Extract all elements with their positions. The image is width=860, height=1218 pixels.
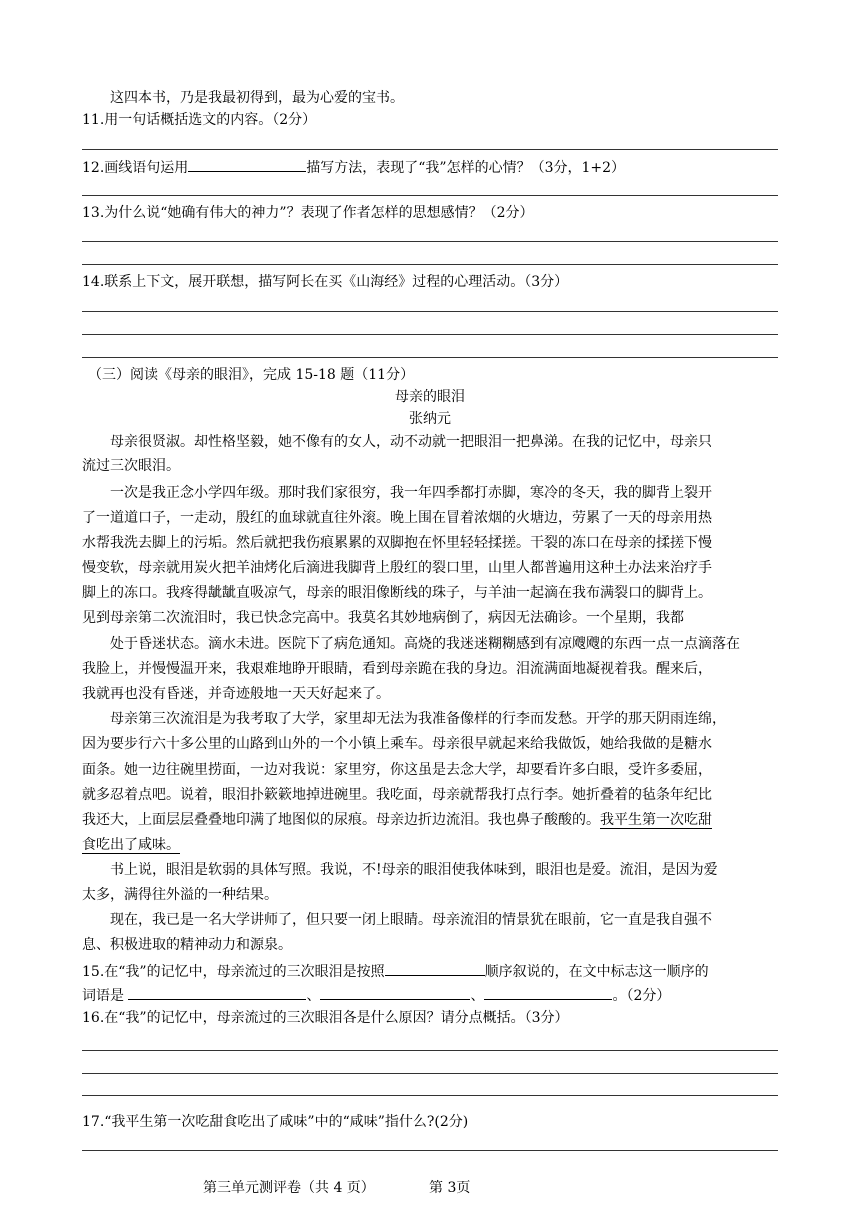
question-15 — [82, 960, 709, 982]
answer-line — [82, 264, 778, 265]
paragraph-line: 息、积极进取的精神动力和源泉。 — [82, 937, 292, 953]
question-17: 17.“我平生第一次吃甜食吃出了咸味”中的“咸味”指什么?(2分) — [82, 1114, 469, 1130]
question-15-words-label: 词语是 — [82, 988, 124, 1004]
paragraph-line: 面条。她一边往碗里捞面，一边对我说：家里穷，你这虽是去念大学，却要看许多白眼，受许多委屈， — [82, 762, 712, 778]
underlined-sentence: 食吃出了咸味。 — [82, 837, 180, 853]
answer-line — [82, 1150, 778, 1151]
question-15-line-2 — [82, 984, 670, 1006]
answer-line — [82, 311, 778, 312]
paragraph-line: 一次是我正念小学四年级。那时我们家很穷，我一年四季都打赤脚，寒冷的冬天，我的脚背上裂开 — [110, 485, 712, 501]
underlined-sentence: 我平生第一次吃甜 — [600, 812, 712, 828]
answer-line — [82, 1050, 778, 1051]
answer-line — [82, 334, 778, 335]
paragraph-line: 就多忍着点吧。说着，眼泪扑簌簌地掉进碗里。我吃面，母亲就帮我打点行李。她折叠着的毡条年纪比 — [82, 787, 712, 803]
paragraph-text: 我还大，上面层层叠叠地印满了地图似的尿痕。母亲边折边流泪。我也鼻子酸酸的。 — [82, 812, 600, 828]
paragraph-line: 母亲第三次流泪是为我考取了大学，家里却无法为我准备像样的行李而发愁。开学的那天阴雨连绵， — [110, 711, 726, 727]
question-15-end: 。（2分） — [612, 988, 671, 1004]
fill-blank — [484, 984, 612, 1000]
paragraph-line: 处于昏迷状态。滴水未进。医院下了病危通知。高烧的我迷迷糊糊感到有凉飕飕的东西一点一点滴落在 — [110, 636, 740, 652]
paragraph-line — [82, 810, 712, 830]
article-author: 张纳元 — [409, 411, 451, 427]
question-15-middle: 顺序叙说的，在文中标志这一顺序的 — [484, 964, 709, 980]
answer-line — [82, 1073, 778, 1074]
paragraph-line — [82, 835, 180, 855]
answer-line — [82, 149, 778, 150]
answer-line — [82, 1095, 778, 1096]
separator: 、 — [306, 988, 321, 1004]
question-13: 13.为什么说“她确有伟大的神力”？表现了作者怎样的思想感情？（2分） — [82, 205, 534, 221]
fill-blank — [188, 156, 306, 172]
paragraph-line: 太多，满得往外溢的一种结果。 — [82, 887, 278, 903]
question-12-suffix: 描写方法，表现了“我”怎样的心情？（3分，1+2） — [306, 160, 626, 176]
paragraph-line: 因为要步行六十多公里的山路到山外的一个小镇上乘车。母亲很早就起来给我做饭，她给我做的是糖水 — [82, 736, 712, 752]
paragraph-line: 母亲很贤淑。却性格坚毅，她不像有的女人，动不动就一把眼泪一把鼻涕。在我的记忆中，母亲只 — [110, 434, 712, 450]
fill-blank — [320, 984, 470, 1000]
answer-line — [82, 195, 778, 196]
fill-blank — [128, 984, 306, 1000]
paragraph-line: 书上说，眼泪是软弱的具体写照。我说，不!母亲的眼泪使我体味到，眼泪也是爱。流泪，是因为爱 — [110, 862, 718, 878]
separator: 、 — [470, 988, 485, 1004]
footer-left: 第三单元测评卷（共 4 页） — [203, 1180, 375, 1196]
section-3-heading: （三）阅读《母亲的眼泪》，完成 15-18 题（11分） — [88, 367, 415, 383]
question-16: 16.在“我”的记忆中，母亲流过的三次眼泪各是什么原因？请分点概括。（3分） — [82, 1010, 569, 1026]
paragraph-line: 见到母亲第二次流泪时，我已快念完高中。我莫名其妙地病倒了，病因无法确诊。一个星期，我都 — [82, 610, 684, 626]
paragraph-line: 流过三次眼泪。 — [82, 458, 180, 474]
paragraph-line: 了一道道口子，一走动，殷红的血球就直往外滚。晚上围在冒着浓烟的火塘边，劳累了一天的母亲用热 — [82, 510, 712, 526]
paragraph-line: 水帮我洗去脚上的污垢。然后就把我伤痕累累的双脚抱在怀里轻轻揉搓。干裂的冻口在母亲的揉搓下慢 — [82, 535, 712, 551]
question-12-prefix: 12.画线语句运用 — [82, 160, 189, 176]
answer-line — [82, 241, 778, 242]
paragraph-line: 现在，我已是一名大学讲师了，但只要一闭上眼睛。母亲流泪的情景犹在眼前，它一直是我自强不 — [110, 912, 712, 928]
answer-line — [82, 357, 778, 358]
fill-blank — [385, 960, 485, 976]
paragraph-line: 慢变软，母亲就用炭火把羊油烤化后滴进我脚背上殷红的裂口里，山里人都普遍用这种土办法来治疗手 — [82, 560, 712, 576]
paragraph-line: 我就再也没有昏迷，并奇迹般地一天天好起来了。 — [82, 686, 390, 702]
question-11: 11.用一句话概括选文的内容。（2分） — [82, 112, 317, 128]
intro-line: 这四本书，乃是我最初得到，最为心爱的宝书。 — [110, 90, 404, 106]
footer-page-number: 第 3页 — [429, 1180, 471, 1196]
question-14: 14.联系上下文，展开联想，描写阿长在买《山海经》过程的心理活动。（3分） — [82, 274, 569, 290]
paragraph-line: 脚上的冻口。我疼得龇龇直吸凉气，母亲的眼泪像断线的珠子，与羊油一起滴在我布满裂口的脚背上。 — [82, 585, 712, 601]
question-12 — [82, 156, 625, 178]
question-15-prefix: 15.在“我”的记忆中，母亲流过的三次眼泪是按照 — [82, 964, 385, 980]
article-title: 母亲的眼泪 — [395, 389, 465, 405]
paragraph-line: 我脸上，并慢慢温开来，我艰难地睁开眼睛，看到母亲跪在我的身边。泪流满面地凝视着我。醒来后， — [82, 661, 712, 677]
